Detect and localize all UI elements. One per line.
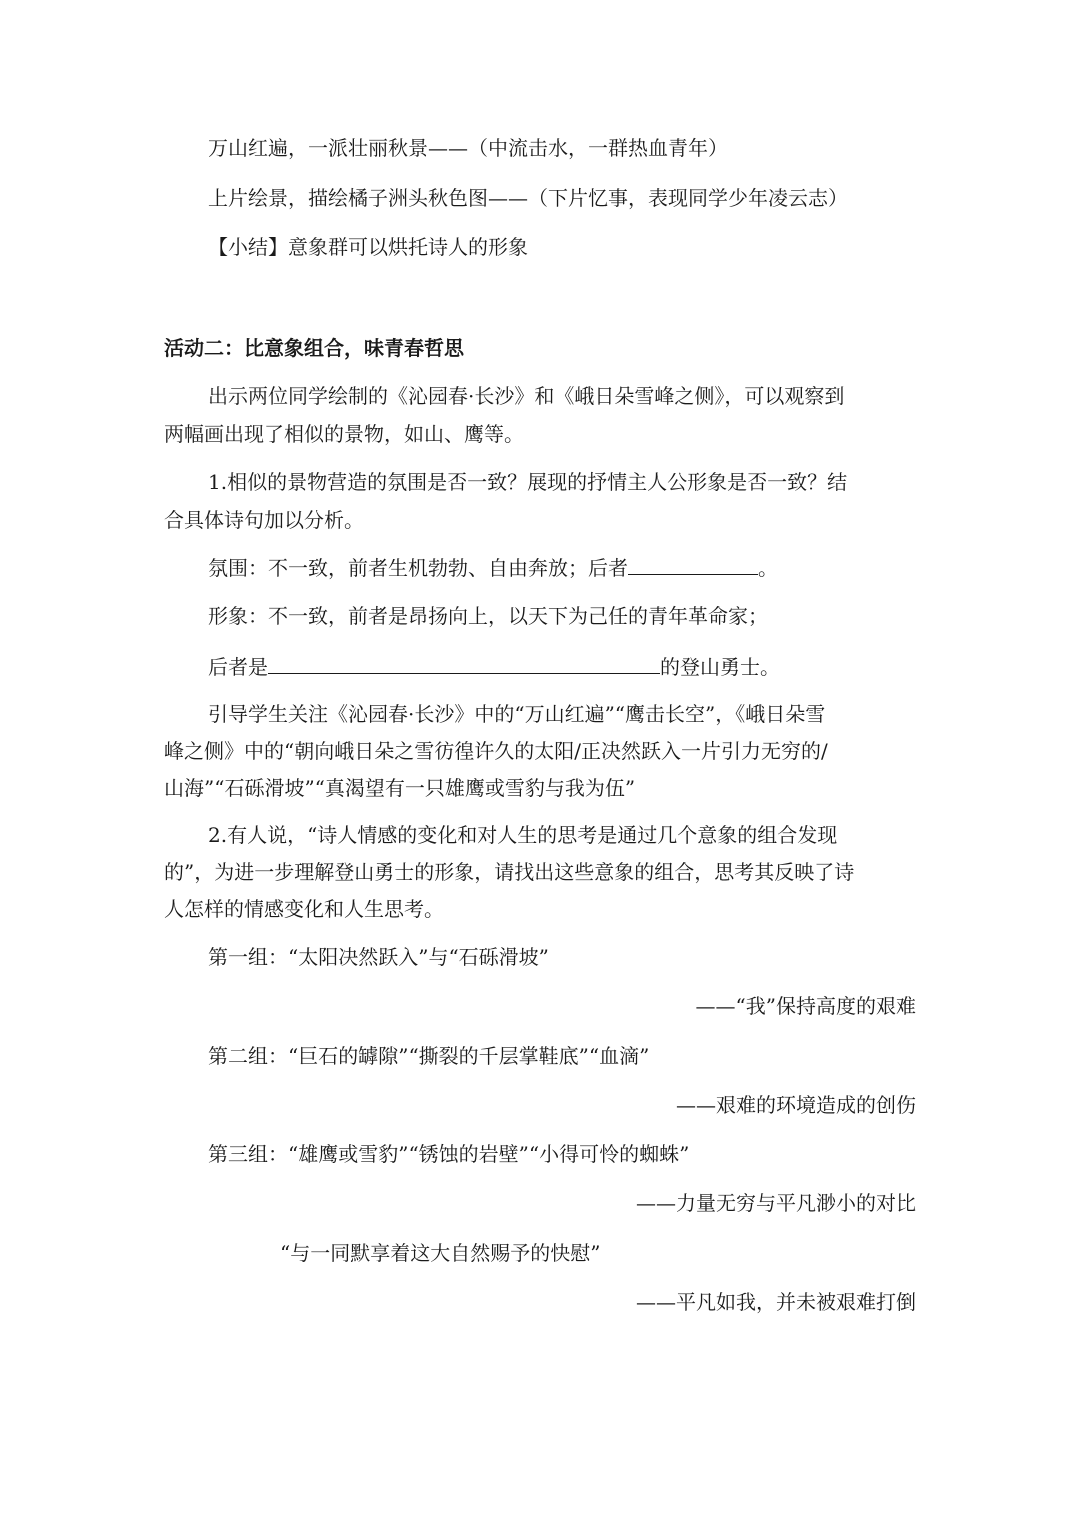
summary-line: 【小结】意象群可以烘托诗人的形象 xyxy=(208,235,528,259)
group-4-label: “与一同默享着这大自然赐予的快慰” xyxy=(280,1241,601,1265)
atmosphere-blank[interactable] xyxy=(628,552,758,575)
question-1-line-1: 1.相似的景物营造的氛围是否一致？展现的抒情主人公形象是否一致？结 xyxy=(208,470,848,494)
question-2-line-1: 2.有人说，“诗人情感的变化和对人生的思考是通过几个意象的组合发现 xyxy=(208,823,838,847)
question-2-line-2: 的”，为进一步理解登山勇士的形象，请找出这些意象的组合，思考其反映了诗 xyxy=(164,860,855,884)
image-answer-line-2 xyxy=(208,651,780,681)
activity-2-heading: 活动二：比意象组合，味青春哲思 xyxy=(164,336,464,360)
group-2-label: 第二组：“巨石的罅隙”“撕裂的千层掌鞋底”“血滴” xyxy=(208,1044,650,1068)
activity-2-intro-line-2: 两幅画出现了相似的景物，如山、鹰等。 xyxy=(164,422,524,446)
image-blank[interactable] xyxy=(268,651,660,674)
question-2-line-3: 人怎样的情感变化和人生思考。 xyxy=(164,897,444,921)
image-suffix: 的登山勇士。 xyxy=(660,655,780,679)
group-2-meaning: ——艰难的环境造成的创伤 xyxy=(676,1093,916,1117)
guide-line-1: 引导学生关注《沁园春·长沙》中的“万山红遍”“鹰击长空”，《峨日朵雪 xyxy=(208,702,826,726)
intro-line-1: 万山红遍，一派壮丽秋景——（中流击水，一群热血青年） xyxy=(208,136,728,160)
atmosphere-suffix: 。 xyxy=(758,556,778,580)
atmosphere-answer xyxy=(208,552,778,582)
group-4-meaning: ——平凡如我，并未被艰难打倒 xyxy=(636,1290,916,1314)
image-answer-line-1: 形象：不一致，前者是昂扬向上，以天下为己任的青年革命家； xyxy=(208,604,768,628)
question-1-line-2: 合具体诗句加以分析。 xyxy=(164,508,364,532)
image-prefix: 后者是 xyxy=(208,655,268,679)
intro-line-2: 上片绘景，描绘橘子洲头秋色图——（下片忆事，表现同学少年凌云志） xyxy=(208,186,848,210)
group-3-label: 第三组：“雄鹰或雪豹”“锈蚀的岩壁”“小得可怜的蜘蛛” xyxy=(208,1142,690,1166)
guide-line-2: 峰之侧》中的“朝向峨日朵之雪彷徨许久的太阳/正决然跃入一片引力无穷的/ xyxy=(164,739,828,763)
group-3-meaning: ——力量无穷与平凡渺小的对比 xyxy=(636,1191,916,1215)
group-1-meaning: ——“我”保持高度的艰难 xyxy=(695,994,916,1018)
guide-line-3: 山海”“石砾滑坡”“真渴望有一只雄鹰或雪豹与我为伍” xyxy=(164,776,636,800)
group-1-label: 第一组：“太阳决然跃入”与“石砾滑坡” xyxy=(208,945,549,969)
atmosphere-prefix: 氛围：不一致，前者生机勃勃、自由奔放；后者 xyxy=(208,556,628,580)
activity-2-intro-line-1: 出示两位同学绘制的《沁园春·长沙》和《峨日朵雪峰之侧》，可以观察到 xyxy=(208,384,845,408)
